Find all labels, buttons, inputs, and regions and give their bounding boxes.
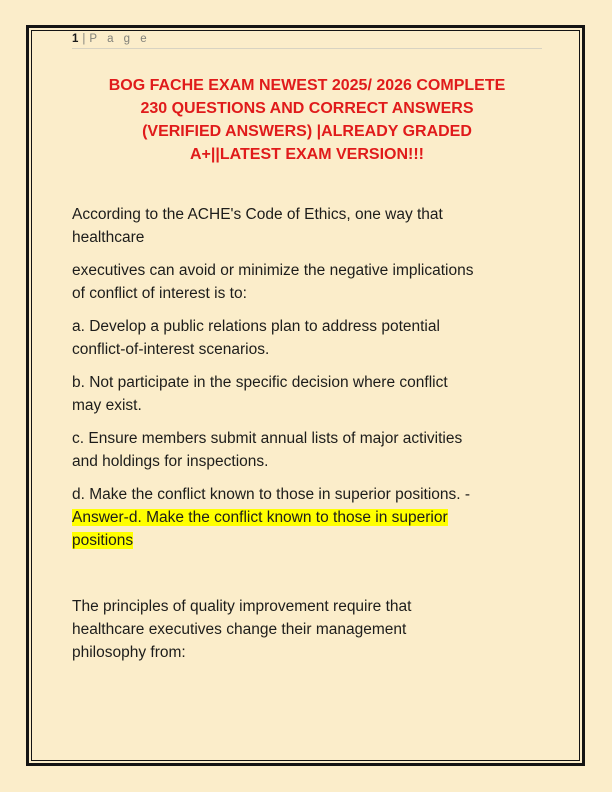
- highlighted-answer-text: Answer-d. Make the conflict known to those in superior: [72, 509, 448, 526]
- highlighted-answer-text: positions: [72, 532, 134, 549]
- paragraph: [72, 203, 542, 249]
- text-line: and holdings for inspections.: [72, 453, 269, 470]
- text-line: healthcare: [72, 229, 145, 246]
- paragraph: [72, 371, 542, 417]
- page-header: [72, 33, 542, 49]
- title-line: 230 QUESTIONS AND CORRECT ANSWERS: [140, 100, 474, 117]
- text-line: The principles of quality improvement require that: [72, 598, 412, 615]
- page-content: [72, 0, 542, 674]
- document-title: [72, 74, 542, 166]
- paragraph: [72, 595, 542, 664]
- text-line: According to the ACHE's Code of Ethics, one way that: [72, 206, 443, 223]
- question-paragraphs: [72, 203, 542, 664]
- text-line: b. Not participate in the specific decision where conflict: [72, 374, 448, 391]
- page-number-separator: |: [82, 33, 86, 45]
- paragraph-spacer: [72, 562, 542, 585]
- paragraph: [72, 259, 542, 305]
- paragraph: [72, 427, 542, 473]
- text-line: c. Ensure members submit annual lists of major activities: [72, 430, 463, 447]
- text-line: may exist.: [72, 397, 142, 414]
- paragraph: [72, 315, 542, 361]
- text-line: conflict-of-interest scenarios.: [72, 341, 270, 358]
- title-line: A+||LATEST EXAM VERSION!!!: [190, 146, 424, 163]
- text-line: philosophy from:: [72, 644, 186, 661]
- text-line: executives can avoid or minimize the negative implications: [72, 262, 474, 279]
- title-line: (VERIFIED ANSWERS) |ALREADY GRADED: [142, 123, 472, 140]
- page-number: 1: [72, 33, 79, 45]
- paragraph: [72, 483, 542, 552]
- title-line: BOG FACHE EXAM NEWEST 2025/ 2026 COMPLETE: [108, 77, 506, 94]
- title-gap: [72, 166, 542, 203]
- text-line: a. Develop a public relations plan to address potential: [72, 318, 440, 335]
- page-header-label: P a g e: [89, 33, 151, 45]
- text-line: d. Make the conflict known to those in superior positions. -: [72, 486, 471, 503]
- text-line: healthcare executives change their management: [72, 621, 407, 638]
- text-line: of conflict of interest is to:: [72, 285, 247, 302]
